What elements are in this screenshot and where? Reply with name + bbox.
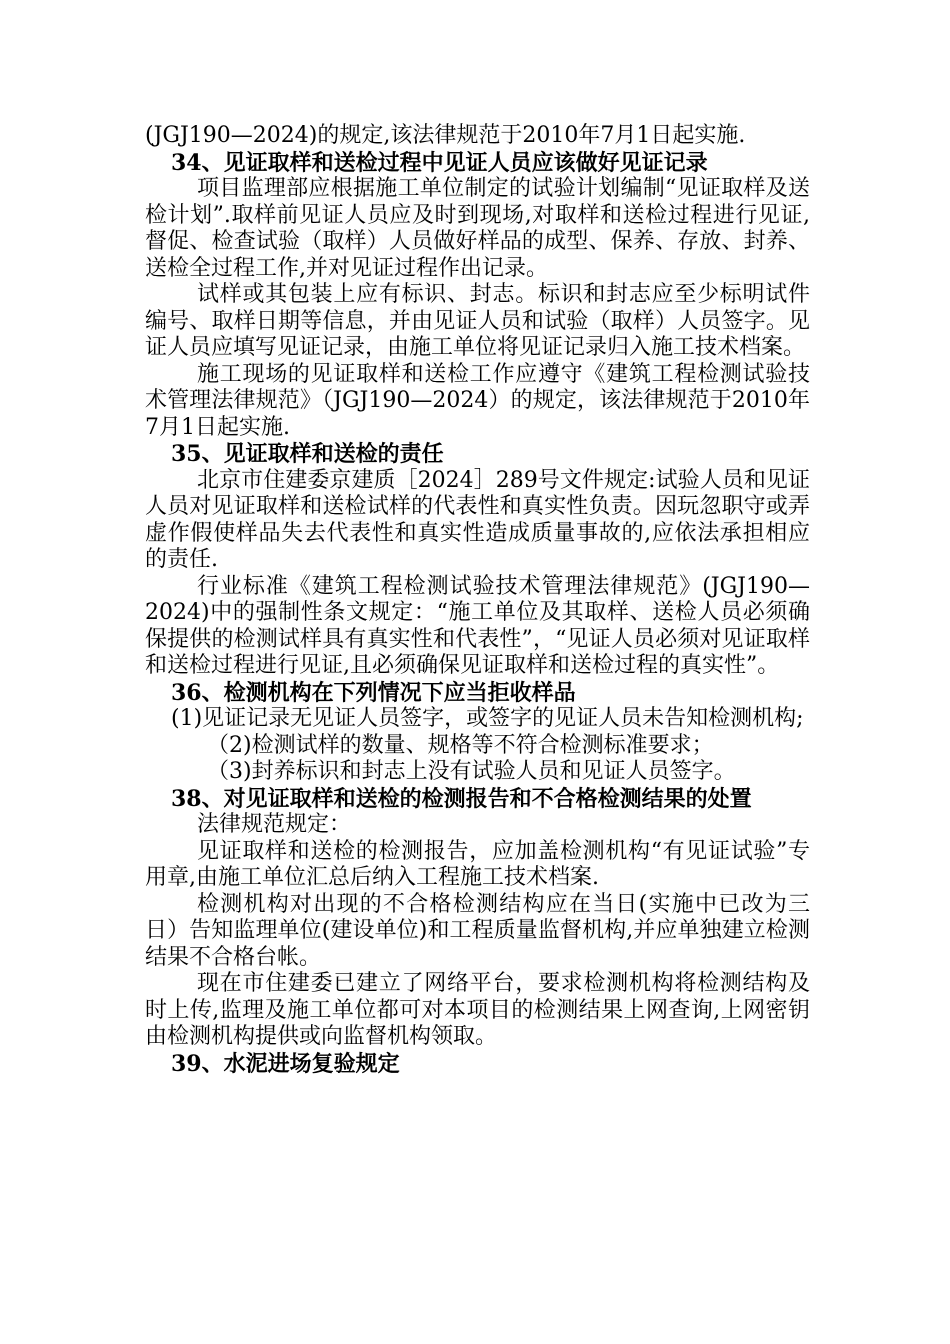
paragraph: 法律规范规定： bbox=[197, 812, 352, 837]
section-heading-38: 38、对见证取样和送检的检测报告和不合格检测结果的处置 bbox=[171, 785, 752, 812]
list-item: （3)封养标识和封志上没有试验人员和见证人员签字。 bbox=[207, 759, 736, 784]
paragraph: 见证取样和送检的检测报告，应加盖检测机构“有见证试验”专用章,由施工单位汇总后纳入工程施工技术档案. bbox=[145, 838, 810, 890]
paragraph-continuation: (JGJ190—2024)的规定,该法律规范于2010年7月1日起实施. bbox=[145, 123, 746, 148]
list-item: （2)检测试样的数量、规格等不符合检测标准要求； bbox=[207, 732, 714, 758]
section-heading-39: 39、水泥进场复验规定 bbox=[171, 1050, 400, 1077]
document-body bbox=[145, 123, 810, 1077]
section-heading-34: 34、见证取样和送检过程中见证人员应该做好见证记录 bbox=[171, 149, 708, 176]
list-item: (1)见证记录无见证人员签字，或签字的见证人员未告知检测机构; bbox=[171, 706, 804, 731]
paragraph: 施工现场的见证取样和送检工作应遵守《建筑工程检测试验技术管理法律规范》（JGJ190—2024）的规定，该法律规范于2010年7月1日起实施. bbox=[145, 361, 810, 440]
paragraph: 北京市住建委京建质［2024］289号文件规定:试验人员和见证人员对见证取样和送检试样的代表性和真实性负责。因玩忽职守或弄虚作假使样品失去代表性和真实性造成质量事故的,应依法承担相应的责任. bbox=[145, 467, 810, 572]
paragraph: 检测机构对出现的不合格检测结构应在当日(实施中已改为三日）告知监理单位(建设单位)和工程质量监督机构,并应单独建立检测结果不合格台帐。 bbox=[145, 891, 810, 970]
section-heading-36: 36、检测机构在下列情况下应当拒收样品 bbox=[171, 679, 576, 706]
section-heading-35: 35、见证取样和送检的责任 bbox=[171, 441, 444, 467]
paragraph: 现在市住建委已建立了网络平台，要求检测机构将检测结构及时上传,监理及施工单位都可对本项目的检测结果上网查询,上网密钥由检测机构提供或向监督机构领取。 bbox=[145, 971, 810, 1049]
paragraph: 项目监理部应根据施工单位制定的试验计划编制“见证取样及送检计划”.取样前见证人员应及时到现场,对取样和送检过程进行见证,督促、检查试验（取样）人员做好样品的成型、保养、存放、封养、送检全过程工作,并对见证过程作出记录。 bbox=[145, 176, 810, 281]
paragraph: 试样或其包装上应有标识、封志。标识和封志应至少标明试件编号、取样日期等信息，并由见证人员和试验（取样）人员签字。见证人员应填写见证记录，由施工单位将见证记录归入施工技术档案。 bbox=[145, 282, 810, 360]
paragraph: 行业标准《建筑工程检测试验技术管理法律规范》(JGJ190—2024)中的强制性条文规定：“施工单位及其取样、送检人员必须确保提供的检测试样具有真实性和代表性”，“见证人员必须对见证取样和送检过程进行见证,且必须确保见证取样和送检过程的真实性”。 bbox=[145, 573, 810, 678]
